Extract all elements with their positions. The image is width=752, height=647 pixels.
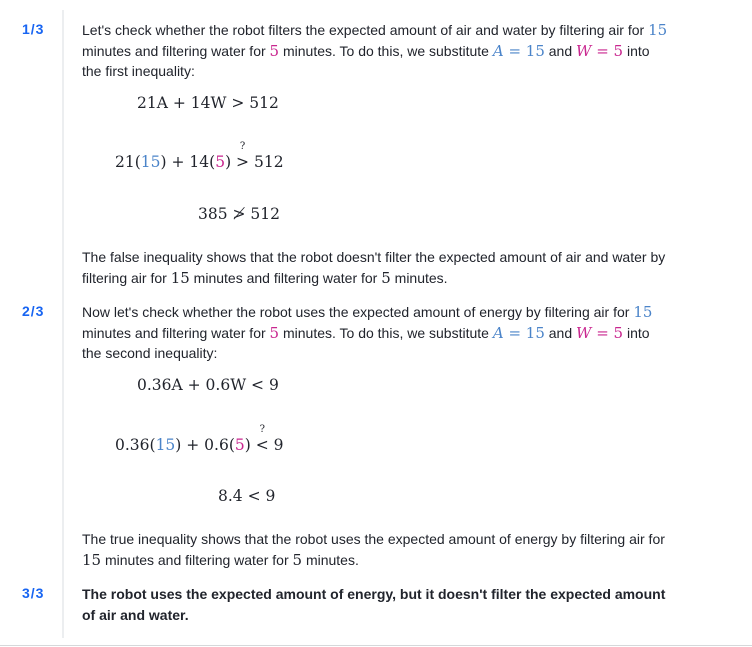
step-2-conclusion: The true inequality shows that the robot uses the expected amount of energy by filtering air for 15 minutes and filtering water for 5 minutes. [82, 531, 665, 569]
final-answer: The robot uses the expected amount of energy, but it doesn't filter the expected amount of air and water. [82, 586, 666, 623]
step-1-label: 1/3 [22, 21, 45, 37]
step-2-substitution: 0.36(15) + 0.6(5) ? < 9 [115, 424, 284, 454]
step-2-label: 2/3 [22, 303, 45, 319]
step-2-result: 8.4 < 9 [218, 487, 276, 505]
step-2-inequality: 0.36A + 0.6W < 9 [137, 376, 279, 394]
water-minutes: 5 [269, 41, 280, 60]
step-1-inequality: 21A + 14W > 512 [137, 94, 279, 112]
step-1-intro: Let's check whether the robot filters the expected amount of air and water by filtering air for 15 minutes and filtering water for 5 minutes. To do this, we substitute A = 15 and W = 5 into the first inequality: [82, 21, 668, 79]
steps-rail [62, 10, 64, 638]
step-1-conclusion: The false inequality shows that the robot doesn't filter the expected amount of air and water by filtering air for 15 minutes and filtering water for 5 minutes. [82, 249, 666, 287]
step-2-intro: Now let's check whether the robot uses the expected amount of energy by filtering air for 15 minutes and filtering water for 5 minutes. To do this, we substitute A = 15 and W = 5 into the second inequality: [82, 303, 653, 361]
step-3-label: 3/3 [22, 585, 45, 601]
step-1-result: 385 ≯ 512 [198, 205, 281, 223]
step-1-substitution: 21(15) + 14(5) ? > 512 [115, 141, 284, 171]
air-minutes: 15 [648, 21, 668, 39]
